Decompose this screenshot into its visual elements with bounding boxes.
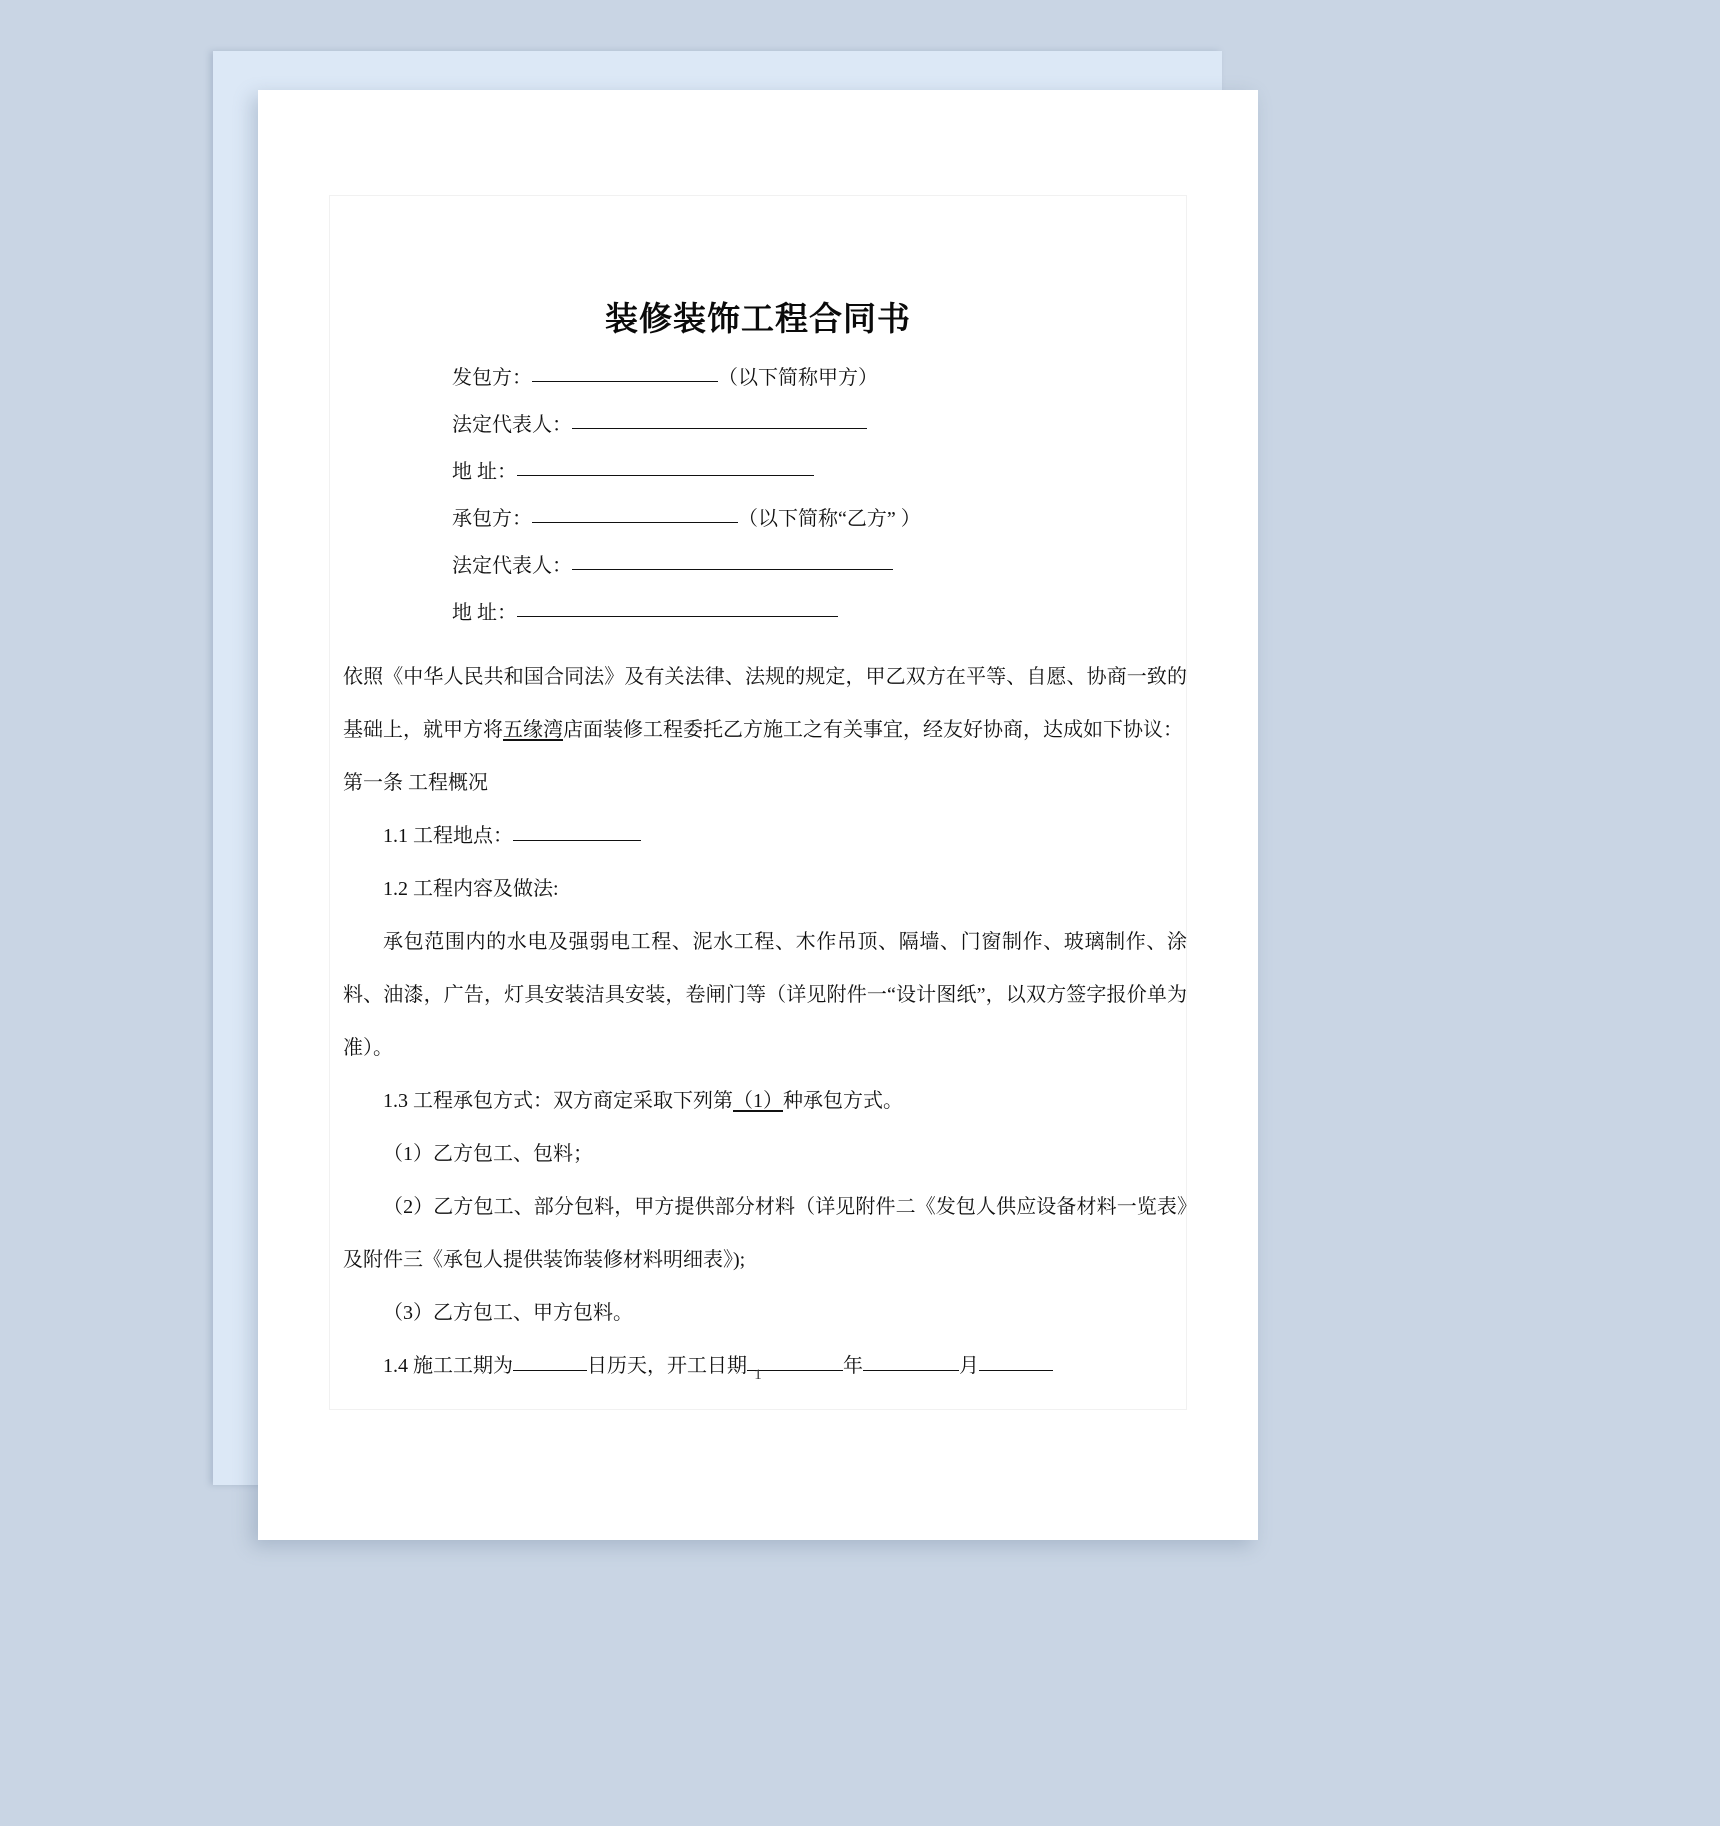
preamble-project-location-emphasis: 五缘湾 (503, 719, 563, 742)
item-1-4-mid-2: 年 (843, 1355, 863, 1378)
blank-field-legal-rep-b[interactable] (572, 569, 893, 570)
item-1-4-mid-1: 日历天，开工日期 (587, 1355, 747, 1378)
suffix-contractor: （以下简称“乙方” ） (738, 508, 921, 531)
blank-field-project-location[interactable] (513, 840, 641, 841)
blank-field-address-a[interactable] (517, 475, 814, 476)
label-contractor: 承包方： (452, 508, 532, 531)
item-1-4-mid-3: 月 (959, 1355, 979, 1378)
label-legal-rep-b: 法定代表人： (452, 555, 572, 578)
item-1-1-label: 1.1 工程地点： (383, 825, 513, 848)
item-1-3-prefix: 1.3 工程承包方式：双方商定采取下列第 (383, 1090, 733, 1113)
contract-method-option-2: （2）乙方包工、部分包料，甲方提供部分材料（详见附件二《发包人供应设备材料一览表》及附件三《承包人提供装饰装修材料明细表》); (343, 1196, 1187, 1272)
item-1-3-suffix: 种承包方式。 (783, 1090, 903, 1113)
document-page (258, 90, 1258, 1540)
label-address-b: 地 址： (452, 602, 517, 625)
party-information-block (329, 355, 1187, 637)
document-body (329, 195, 1187, 1410)
party-line-legal-rep-b (452, 543, 1187, 590)
party-line-address-b (452, 590, 1187, 637)
label-legal-rep-a: 法定代表人： (452, 414, 572, 437)
party-line-address-a (452, 449, 1187, 496)
label-contracting-party: 发包方： (452, 367, 532, 390)
blank-field-address-b[interactable] (517, 616, 838, 617)
party-line-contracting-party (452, 355, 1187, 402)
blank-field-legal-rep-a[interactable] (572, 428, 867, 429)
page-title: 装修装饰工程合同书 (605, 299, 911, 338)
preamble-text-part-2: 店面装修工程委托乙方施工之有关事宜，经友好协商，达成如下协议： (563, 719, 1183, 742)
article-1-heading: 第一条 工程概况 (343, 772, 488, 795)
item-1-3-contract-method (343, 1075, 1187, 1128)
item-1-4-prefix: 1.4 施工工期为 (383, 1355, 513, 1378)
party-line-legal-rep-a (452, 402, 1187, 449)
suffix-contracting-party: （以下简称甲方） (718, 367, 878, 390)
item-1-1-project-location (343, 810, 1187, 863)
blank-field-contracting-party[interactable] (532, 381, 718, 382)
item-1-2-label: 1.2 工程内容及做法: (383, 878, 559, 901)
item-1-2-body: 承包范围内的水电及强弱电工程、泥水工程、木作吊顶、隔墙、门窗制作、玻璃制作、涂料、油漆，广告，灯具安装洁具安装，卷闸门等（详见附件一“设计图纸”，以双方签字报价单为准）。 (343, 931, 1187, 1060)
preamble-text-part-1: 依照《中华人民共和国合同法》及有关法律、法规的规定，甲乙双方在平等、自愿、协商一致的基础上，就甲方将 (343, 666, 1187, 742)
blank-field-contractor[interactable] (532, 522, 738, 523)
label-address-a: 地 址： (452, 461, 517, 484)
preamble-paragraph (343, 651, 1187, 757)
contract-body-block (329, 651, 1187, 1393)
page-number-footer: 1 (754, 1367, 762, 1383)
contract-method-option-1: （1）乙方包工、包料； (383, 1143, 593, 1166)
party-line-contractor (452, 496, 1187, 543)
item-1-3-selected-choice[interactable]: （1） (733, 1090, 783, 1113)
contract-method-option-3: （3）乙方包工、甲方包料。 (383, 1302, 633, 1325)
